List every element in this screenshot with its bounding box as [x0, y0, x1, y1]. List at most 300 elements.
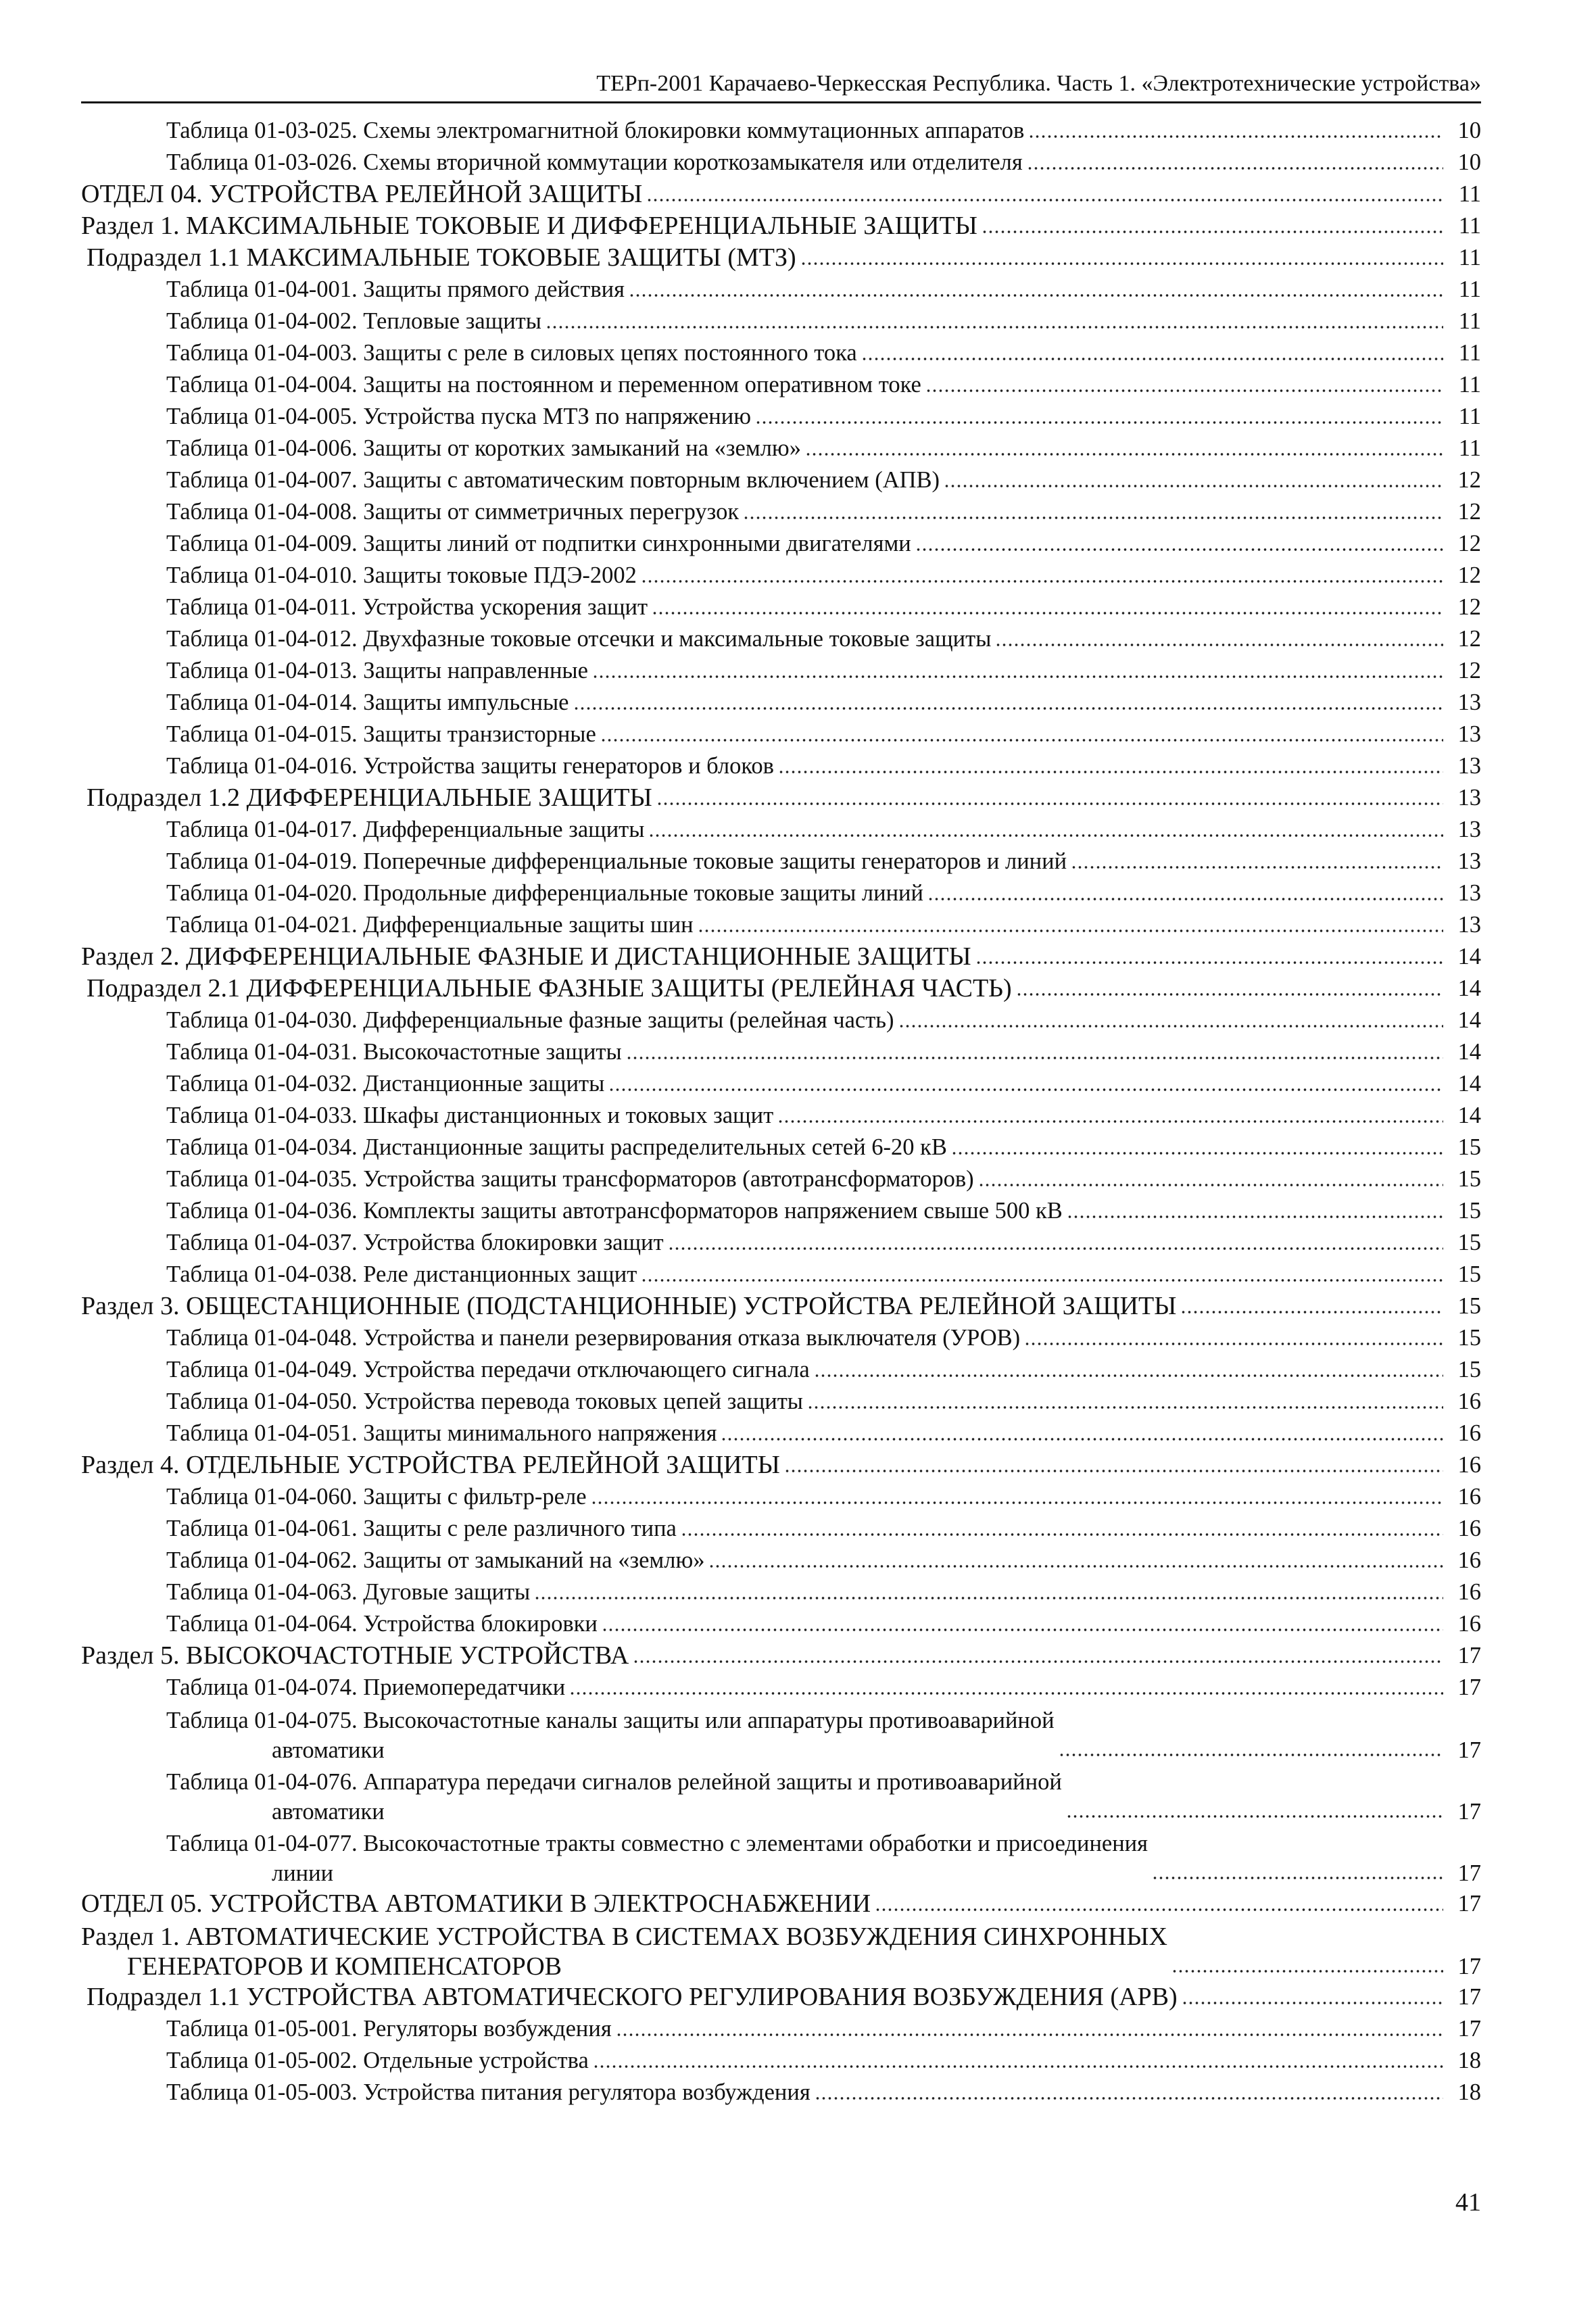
toc-entry-title-line: Подраздел 2.1 ДИФФЕРЕНЦИАЛЬНЫЕ ФАЗНЫЕ ЗАЩИТЫ (РЕЛЕЙНАЯ ЧАСТЬ) — [87, 974, 1012, 1003]
dot-leader — [629, 274, 1443, 298]
dot-leader — [1024, 1323, 1443, 1347]
toc-entry — [81, 623, 1481, 655]
toc-entry-page: 16 — [1457, 1420, 1481, 1446]
toc-entry-title — [166, 909, 694, 941]
toc-entry-page: 17 — [1457, 1860, 1481, 1886]
toc-entry-title-line: Таблица 01-04-063. Дуговые защиты — [166, 1579, 531, 1605]
dot-leader — [721, 1418, 1443, 1442]
toc-entry-title-line: Таблица 01-04-033. Шкафы дистанционных и токовых защит — [166, 1103, 774, 1128]
dot-leader — [951, 1132, 1443, 1156]
toc-entry-title-line: Таблица 01-04-035. Устройства защиты трансформаторов (автотрансформаторов) — [166, 1166, 974, 1192]
dot-leader — [800, 243, 1443, 266]
toc-entry-title-line: Таблица 01-04-002. Тепловые защиты — [166, 308, 541, 334]
page-number: 41 — [1455, 2188, 1481, 2217]
toc-entry-title-line: Таблица 01-04-061. Защиты с реле различного типа — [166, 1516, 677, 1541]
toc-entry-title — [166, 560, 637, 592]
toc-entry-page: 13 — [1457, 753, 1481, 779]
dot-leader — [569, 1672, 1443, 1696]
toc-entry-title-line: Таблица 01-04-019. Поперечные дифференциальные токовые защиты генераторов и линий — [166, 848, 1067, 874]
toc-entry-page: 11 — [1458, 340, 1481, 366]
toc-entry-title-line: Таблица 01-04-075. Высокочастотные каналы защиты или аппаратуры противоаварийной — [166, 1708, 1055, 1733]
running-header — [81, 66, 1481, 103]
toc-entry-title-line: Раздел 3. ОБЩЕСТАНЦИОННЫЕ (ПОДСТАНЦИОННЫЕ) УСТРОЙСТВА РЕЛЕЙНОЙ ЗАЩИТЫ — [81, 1292, 1177, 1320]
toc-entry-title — [166, 1829, 1148, 1888]
toc-entry-title — [166, 1132, 947, 1163]
toc-entry-title-line: Таблица 01-04-048. Устройства и панели резервирования отказа выключателя (УРОВ) — [166, 1325, 1021, 1351]
dot-leader — [1180, 1291, 1443, 1315]
dot-leader — [681, 1514, 1443, 1537]
toc-entry-page: 15 — [1457, 1198, 1481, 1224]
toc-entry-page: 13 — [1457, 848, 1481, 874]
dot-leader — [805, 433, 1443, 457]
dot-leader — [1066, 1795, 1443, 1819]
dot-leader — [1182, 1982, 1443, 2006]
toc-entry-title-line: Таблица 01-04-076. Аппаратура передачи сигналов релейной защиты и противоаварийной — [166, 1769, 1062, 1795]
toc-entry-title-line: Таблица 01-05-003. Устройства питания регулятора возбуждения — [166, 2079, 811, 2105]
toc-entry-title — [166, 464, 940, 496]
toc-entry-title-line: Таблица 01-04-009. Защиты линий от подпитки синхронными двигателями — [166, 531, 911, 556]
toc-entry-title — [81, 1640, 629, 1672]
dot-leader — [573, 687, 1444, 711]
toc-entry-title-line: Таблица 01-04-008. Защиты от симметричных перегрузок — [166, 499, 740, 525]
toc-entry — [81, 560, 1481, 592]
toc-entry-title — [166, 1418, 717, 1449]
toc-entry-title-continuation: автоматики — [272, 1799, 385, 1825]
dot-leader — [616, 2014, 1443, 2037]
toc-entry-page: 10 — [1457, 149, 1481, 175]
toc-entry-title-line: Таблица 01-04-031. Высокочастотные защиты — [166, 1039, 622, 1065]
toc-entry-title-line: Таблица 01-04-011. Устройства ускорения защит — [166, 594, 648, 620]
toc-entry — [81, 1036, 1481, 1068]
toc-entry — [81, 719, 1481, 750]
toc-entry-page: 17 — [1457, 1799, 1481, 1825]
toc-entry-title — [87, 242, 796, 274]
dot-leader — [915, 529, 1443, 552]
toc-entry — [81, 1132, 1481, 1163]
toc-entry-title — [166, 115, 1024, 147]
toc-entry-title — [166, 401, 751, 433]
toc-entry-title — [166, 337, 857, 369]
dot-leader — [1067, 1196, 1443, 1220]
toc-entry — [81, 1481, 1481, 1513]
toc-entry — [81, 369, 1481, 401]
toc-entry-title — [81, 941, 971, 973]
toc-entry-title — [166, 496, 739, 528]
toc-entry-page: 18 — [1457, 2079, 1481, 2105]
dot-leader — [875, 1889, 1443, 1912]
toc-entry-title-line: Раздел 5. ВЫСОКОЧАСТОТНЫЕ УСТРОЙСТВА — [81, 1641, 629, 1670]
toc-entry — [81, 973, 1481, 1005]
dot-leader — [652, 592, 1443, 616]
toc-entry-title — [166, 1163, 974, 1195]
toc-entry-title-continuation: линии — [272, 1860, 334, 1886]
dot-leader — [608, 1069, 1443, 1092]
toc-entry-title-line: Раздел 1. АВТОМАТИЧЕСКИЕ УСТРОЙСТВА В СИСТЕМАХ ВОЗБУЖДЕНИЯ СИНХРОННЫХ — [81, 1923, 1168, 1951]
toc-entry-title — [166, 1608, 598, 1640]
toc-entry-page: 15 — [1457, 1325, 1481, 1351]
toc-entry-title-line: Таблица 01-04-077. Высокочастотные тракты совместно с элементами обработки и присоединения — [166, 1831, 1148, 1856]
dot-leader — [1016, 973, 1443, 997]
toc-entry-page: 13 — [1457, 817, 1481, 842]
toc-entry — [81, 1640, 1481, 1672]
dot-leader — [656, 783, 1443, 806]
toc-entry-page: 11 — [1458, 213, 1481, 239]
toc-entry-title — [166, 719, 596, 750]
toc-entry-title — [166, 1706, 1055, 1765]
toc-entry-title — [166, 687, 569, 719]
toc-entry-page: 17 — [1457, 1737, 1481, 1763]
dot-leader — [602, 1609, 1443, 1633]
running-title: ТЕРп-2001 Карачаево-Черкесская Республика. Часть 1. «Электротехнические устройства» — [596, 71, 1481, 96]
toc-entry-title-line: Таблица 01-04-064. Устройства блокировки — [166, 1611, 598, 1637]
toc-entry-title — [166, 1068, 604, 1100]
toc-entry-title-line: Раздел 1. МАКСИМАЛЬНЫЕ ТОКОВЫЕ И ДИФФЕРЕНЦИАЛЬНЫЕ ЗАЩИТЫ — [81, 212, 977, 240]
toc-entry — [81, 909, 1481, 941]
toc-entry-title — [166, 2045, 589, 2077]
toc-entry-title-line: Таблица 01-04-020. Продольные дифференциальные токовые защиты линий — [166, 880, 923, 906]
toc-entry-title — [166, 1322, 1020, 1354]
toc-entry-page: 13 — [1457, 785, 1481, 811]
toc-entry — [81, 464, 1481, 496]
toc-entry-title-line: Таблица 01-04-001. Защиты прямого действия — [166, 276, 625, 302]
dot-leader — [593, 2046, 1443, 2069]
toc-entry — [81, 1576, 1481, 1608]
toc-entry-page: 13 — [1457, 721, 1481, 747]
toc-entry — [81, 877, 1481, 909]
toc-entry-title — [166, 1100, 773, 1132]
dot-leader — [626, 1037, 1443, 1061]
toc-entry-title-line: Таблица 01-04-036. Комплекты защиты автотрансформаторов напряжением свыше 500 кВ — [166, 1198, 1063, 1224]
toc-entry-title-line: Таблица 01-04-021. Дифференциальные защиты шин — [166, 912, 694, 938]
toc-entry-page: 14 — [1457, 1071, 1481, 1096]
toc-entry-title — [81, 1922, 1167, 1981]
toc-entry-page: 16 — [1457, 1579, 1481, 1605]
toc-entry-page: 15 — [1457, 1134, 1481, 1160]
dot-leader — [546, 306, 1443, 330]
toc-entry — [81, 750, 1481, 782]
toc-entry-title-line: Таблица 01-04-017. Дифференциальные защиты — [166, 817, 645, 842]
toc-entry-title — [166, 592, 648, 623]
toc-entry-title — [166, 1576, 530, 1608]
toc-entry-page: 15 — [1457, 1166, 1481, 1192]
toc-entry — [81, 1449, 1481, 1481]
dot-leader — [600, 719, 1443, 743]
dot-leader — [944, 465, 1443, 489]
toc-entry — [81, 941, 1481, 973]
toc-entry-page: 18 — [1457, 2048, 1481, 2073]
dot-leader — [668, 1228, 1443, 1251]
toc-entry — [81, 274, 1481, 306]
toc-entry-title-line: Таблица 01-04-013. Защиты направленные — [166, 658, 588, 683]
toc-entry-title-line: Раздел 4. ОТДЕЛЬНЫЕ УСТРОЙСТВА РЕЛЕЙНОЙ ЗАЩИТЫ — [81, 1451, 780, 1479]
toc-entry-title-line: Таблица 01-04-034. Дистанционные защиты распределительных сетей 6-20 кВ — [166, 1134, 947, 1160]
toc-entry — [81, 1672, 1481, 1704]
toc-entry — [81, 655, 1481, 687]
toc-entry — [81, 1418, 1481, 1449]
toc-entry-title-line: Таблица 01-04-005. Устройства пуска МТЗ по напряжению — [166, 404, 751, 429]
toc-entry — [81, 1005, 1481, 1036]
toc-entry-title — [166, 1227, 664, 1259]
toc-entry-title — [166, 846, 1067, 877]
toc-entry-title-line: Таблица 01-04-003. Защиты с реле в силовых цепях постоянного тока — [166, 340, 857, 366]
toc-entry — [81, 782, 1481, 814]
toc-entry-title-line: Таблица 01-04-049. Устройства передачи отключающего сигнала — [166, 1357, 810, 1382]
toc-entry-page: 13 — [1457, 912, 1481, 938]
toc-entry-page: 12 — [1457, 626, 1481, 652]
toc-entry — [81, 592, 1481, 623]
toc-entry-page: 10 — [1457, 118, 1481, 143]
toc-entry — [81, 337, 1481, 369]
dot-leader — [641, 1259, 1443, 1283]
dot-leader — [784, 1450, 1443, 1474]
toc-entry-title — [81, 1888, 871, 1920]
toc-entry-page: 11 — [1458, 308, 1481, 334]
toc-entry-page: 15 — [1457, 1293, 1481, 1319]
toc-entry — [81, 1259, 1481, 1290]
toc-entry-page: 12 — [1457, 499, 1481, 525]
toc-entry — [81, 1322, 1481, 1354]
toc-entry-page: 12 — [1457, 594, 1481, 620]
dot-leader — [641, 560, 1443, 584]
dot-leader — [592, 656, 1443, 679]
toc-entry-title — [81, 1449, 780, 1481]
toc-entry-page: 12 — [1457, 562, 1481, 588]
toc-entry-title — [166, 1195, 1063, 1227]
toc-entry-page: 16 — [1457, 1547, 1481, 1573]
toc-entry-page: 11 — [1458, 276, 1481, 302]
dot-leader — [534, 1577, 1443, 1601]
toc-entry-page: 15 — [1457, 1230, 1481, 1255]
toc-entry — [81, 1704, 1481, 1765]
dot-leader — [708, 1545, 1443, 1569]
toc-entry-title-line: Таблица 01-04-051. Защиты минимального напряжения — [166, 1420, 717, 1446]
toc-entry-title-continuation: автоматики — [272, 1737, 385, 1763]
toc-entry — [81, 846, 1481, 877]
toc-entry — [81, 814, 1481, 846]
toc-entry-title — [166, 814, 644, 846]
toc-entry-title — [81, 178, 642, 210]
toc-entry — [81, 1513, 1481, 1545]
dot-leader — [743, 497, 1443, 521]
toc-entry-title-line: Раздел 2. ДИФФЕРЕНЦИАЛЬНЫЕ ФАЗНЫЕ И ДИСТАНЦИОННЫЕ ЗАЩИТЫ — [81, 942, 971, 971]
toc-entry-title-line: Таблица 01-04-012. Двухфазные токовые отсечки и максимальные токовые защиты — [166, 626, 992, 652]
toc-entry-title — [166, 1481, 587, 1513]
toc-entry-title — [166, 1354, 810, 1386]
toc-entry-title — [166, 750, 774, 782]
toc-entry-title-line: Таблица 01-04-060. Защиты с фильтр-реле — [166, 1484, 587, 1510]
toc-entry — [81, 528, 1481, 560]
toc-entry-title — [166, 877, 923, 909]
toc-entry — [81, 687, 1481, 719]
toc-entry-page: 17 — [1457, 1891, 1481, 1916]
toc-entry-title — [87, 1981, 1178, 2013]
toc-entry-title — [166, 1513, 677, 1545]
toc-entry — [81, 1290, 1481, 1322]
toc-entry — [81, 1227, 1481, 1259]
toc-entry — [81, 1195, 1481, 1227]
toc-entry-page: 16 — [1457, 1484, 1481, 1510]
toc-entry-title-line: Таблица 01-04-004. Защиты на постоянном и переменном оперативном токе — [166, 372, 921, 397]
toc-entry-title — [166, 274, 625, 306]
toc-entry-page: 17 — [1457, 2016, 1481, 2042]
toc-entry — [81, 1386, 1481, 1418]
toc-entry — [81, 178, 1481, 210]
dot-leader — [925, 370, 1443, 393]
toc-entry-title-line: Таблица 01-05-002. Отдельные устройства — [166, 2048, 589, 2073]
toc-entry — [81, 1827, 1481, 1888]
dot-leader — [1171, 1950, 1443, 1974]
toc-entry-page: 17 — [1457, 1674, 1481, 1700]
dot-leader — [1152, 1857, 1443, 1881]
toc-entry-title — [166, 1545, 704, 1576]
toc-entry-title-line: Таблица 01-04-037. Устройства блокировки защит — [166, 1230, 664, 1255]
dot-leader — [1027, 147, 1443, 171]
toc-entry-page: 13 — [1457, 690, 1481, 715]
toc-entry-page: 16 — [1457, 1611, 1481, 1637]
toc-entry-title-line: Таблица 01-04-062. Защиты от замыканий на «землю» — [166, 1547, 705, 1573]
toc-entry — [81, 210, 1481, 242]
dot-leader — [698, 910, 1443, 934]
dot-leader — [807, 1386, 1443, 1410]
toc-entry-title-line: ОТДЕЛ 04. УСТРОЙСТВА РЕЛЕЙНОЙ ЗАЩИТЫ — [81, 180, 643, 208]
dot-leader — [975, 942, 1443, 965]
toc-entry-title — [87, 973, 1012, 1005]
dot-leader — [814, 1355, 1443, 1378]
toc-entry-title — [166, 1259, 637, 1290]
toc-entry-page: 16 — [1457, 1452, 1481, 1478]
toc-entry-page: 15 — [1457, 1261, 1481, 1287]
toc-entry — [81, 2077, 1481, 2108]
toc-entry — [81, 2045, 1481, 2077]
toc-entry-title-line: ОТДЕЛ 05. УСТРОЙСТВА АВТОМАТИКИ В ЭЛЕКТРОСНАБЖЕНИИ — [81, 1889, 871, 1918]
dot-leader — [646, 179, 1443, 203]
dot-leader — [591, 1482, 1443, 1505]
toc-entry-title — [166, 147, 1023, 178]
toc-entry-title — [87, 782, 652, 814]
toc-entry — [81, 1608, 1481, 1640]
toc-entry-title — [166, 655, 588, 687]
toc-entry-title-line: Таблица 01-04-006. Защиты от коротких замыканий на «землю» — [166, 435, 801, 461]
toc-entry-title-line: Таблица 01-04-038. Реле дистанционных защит — [166, 1261, 637, 1287]
dot-leader — [1071, 846, 1443, 870]
toc-entry-page: 11 — [1458, 435, 1481, 461]
toc-entry — [81, 1888, 1481, 1920]
dot-leader — [995, 624, 1443, 648]
toc-entry-page: 11 — [1458, 181, 1481, 207]
toc-entry-page: 13 — [1457, 880, 1481, 906]
toc-entry-title — [166, 306, 541, 337]
toc-entry-title — [81, 210, 977, 242]
toc-entry-title — [166, 1386, 803, 1418]
dot-leader — [982, 211, 1443, 235]
toc-entry-title — [166, 433, 801, 464]
toc-entry-title — [166, 369, 921, 401]
toc-entry-page: 14 — [1457, 1103, 1481, 1128]
toc-entry-page: 12 — [1457, 658, 1481, 683]
toc-entry-title — [166, 623, 991, 655]
table-of-contents — [81, 115, 1481, 2108]
toc-entry-title-line: Таблица 01-04-016. Устройства защиты генераторов и блоков — [166, 753, 774, 779]
dot-leader — [648, 815, 1443, 838]
toc-entry — [81, 1765, 1481, 1827]
toc-entry — [81, 496, 1481, 528]
toc-entry-page: 16 — [1457, 1389, 1481, 1414]
toc-entry — [81, 1100, 1481, 1132]
toc-entry-title-line: Таблица 01-03-025. Схемы электромагнитной блокировки коммутационных аппаратов — [166, 118, 1025, 143]
toc-entry-page: 17 — [1457, 1643, 1481, 1668]
toc-entry-page: 16 — [1457, 1516, 1481, 1541]
dot-leader — [927, 878, 1443, 902]
dot-leader — [755, 402, 1443, 425]
dot-leader — [861, 338, 1443, 362]
toc-entry-title-line: Таблица 01-04-015. Защиты транзисторные — [166, 721, 596, 747]
toc-entry-page: 14 — [1457, 975, 1481, 1001]
toc-entry-page: 11 — [1458, 372, 1481, 397]
toc-entry — [81, 147, 1481, 178]
toc-entry-page: 11 — [1458, 404, 1481, 429]
toc-entry — [81, 242, 1481, 274]
toc-entry-title-continuation: ГЕНЕРАТОРОВ И КОМПЕНСАТОРОВ — [127, 1952, 562, 1981]
toc-entry-page: 17 — [1457, 1984, 1481, 2010]
dot-leader — [978, 1164, 1443, 1188]
dot-leader — [898, 1005, 1443, 1029]
toc-entry-title-line: Таблица 01-03-026. Схемы вторичной коммутации короткозамыкателя или отделителя — [166, 149, 1023, 175]
toc-entry-page: 14 — [1457, 1007, 1481, 1033]
toc-entry-page: 12 — [1457, 467, 1481, 493]
toc-entry — [81, 306, 1481, 337]
toc-entry-title-line: Подраздел 1.2 ДИФФЕРЕНЦИАЛЬНЫЕ ЗАЩИТЫ — [87, 783, 652, 812]
toc-entry — [81, 1545, 1481, 1576]
toc-entry-page: 11 — [1458, 245, 1481, 270]
toc-entry-title-line: Подраздел 1.1 МАКСИМАЛЬНЫЕ ТОКОВЫЕ ЗАЩИТЫ (МТЗ) — [87, 243, 796, 272]
toc-entry-title-line: Таблица 01-04-010. Защиты токовые ПДЭ-2002 — [166, 562, 637, 588]
toc-entry-title-line: Таблица 01-04-007. Защиты с автоматическим повторным включением (АПВ) — [166, 467, 940, 493]
toc-entry-title — [81, 1290, 1176, 1322]
toc-entry-page: 14 — [1457, 1039, 1481, 1065]
toc-entry — [81, 2013, 1481, 2045]
dot-leader — [1028, 116, 1443, 139]
toc-entry-title-line: Таблица 01-04-050. Устройства перевода токовых цепей защиты — [166, 1389, 803, 1414]
toc-entry-title-line: Подраздел 1.1 УСТРОЙСТВА АВТОМАТИЧЕСКОГО РЕГУЛИРОВАНИЯ ВОЗБУЖДЕНИЯ (АРВ) — [87, 1983, 1178, 2011]
toc-entry — [81, 1920, 1481, 1981]
toc-entry-title — [166, 1767, 1062, 1827]
dot-leader — [777, 1101, 1443, 1124]
toc-entry-title-line: Таблица 01-04-032. Дистанционные защиты — [166, 1071, 605, 1096]
toc-entry-title — [166, 2013, 612, 2045]
dot-leader — [778, 751, 1443, 775]
dot-leader — [815, 2077, 1443, 2101]
toc-entry-title — [166, 2077, 811, 2108]
toc-entry — [81, 401, 1481, 433]
toc-entry — [81, 1068, 1481, 1100]
toc-entry — [81, 1354, 1481, 1386]
toc-entry-title-line: Таблица 01-05-001. Регуляторы возбуждения — [166, 2016, 612, 2042]
toc-entry-page: 14 — [1457, 944, 1481, 969]
toc-entry-title — [166, 528, 911, 560]
toc-entry — [81, 1981, 1481, 2013]
toc-entry-title — [166, 1036, 622, 1068]
toc-entry-page: 17 — [1457, 1954, 1481, 1979]
toc-entry-page: 15 — [1457, 1357, 1481, 1382]
toc-entry — [81, 433, 1481, 464]
toc-entry-page: 12 — [1457, 531, 1481, 556]
toc-entry-title — [166, 1672, 565, 1704]
toc-entry-title-line: Таблица 01-04-030. Дифференциальные фазные защиты (релейная часть) — [166, 1007, 894, 1033]
toc-entry — [81, 1163, 1481, 1195]
dot-leader — [633, 1641, 1443, 1664]
toc-entry-title-line: Таблица 01-04-074. Приемопередатчики — [166, 1674, 566, 1700]
toc-entry-title — [166, 1005, 894, 1036]
